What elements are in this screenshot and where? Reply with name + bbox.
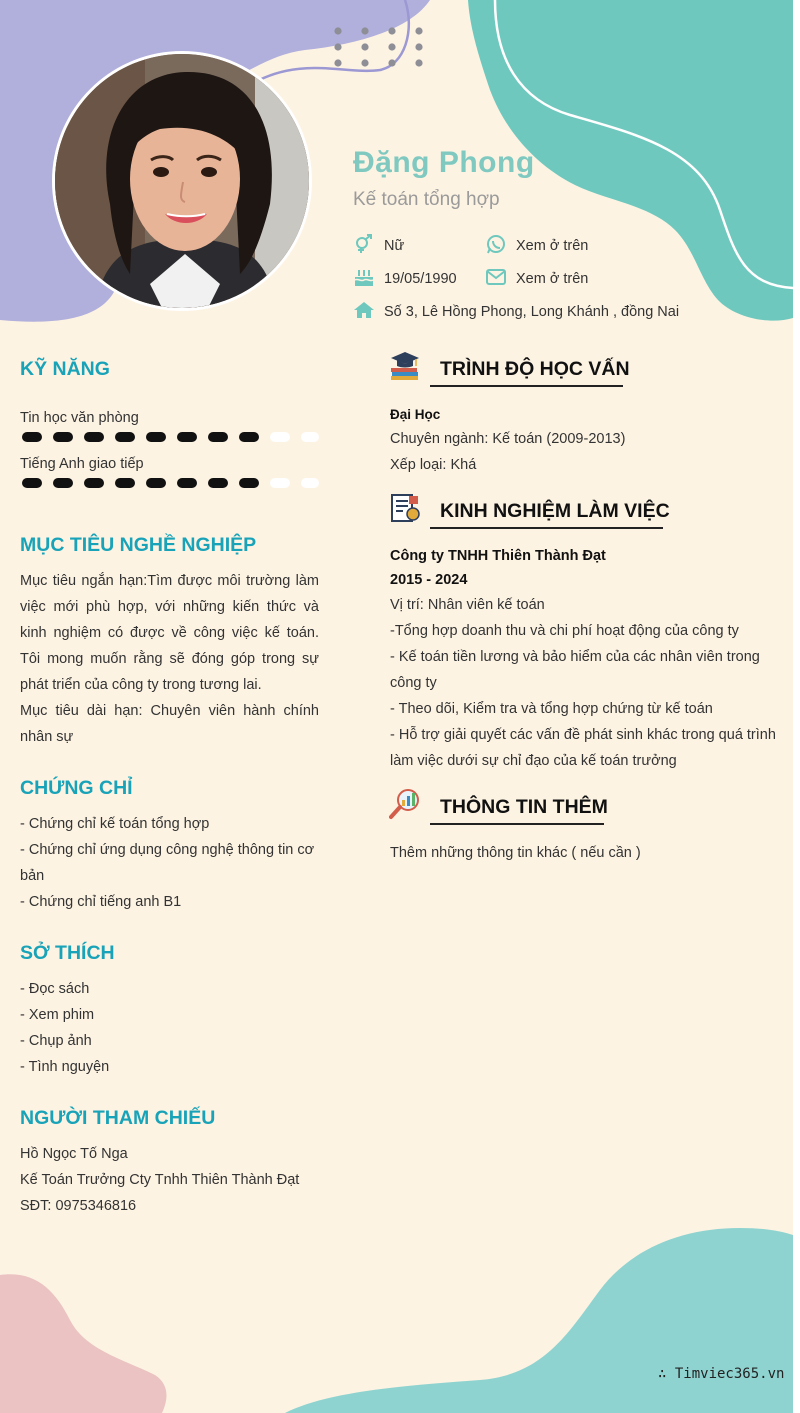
skill-level-bar	[20, 430, 320, 444]
experience-line: Vị trí: Nhân viên kế toán	[390, 597, 545, 613]
reference-name: Hồ Ngọc Tố Nga	[20, 1146, 128, 1162]
birthday-text: 19/05/1990	[384, 271, 457, 287]
profile-job-title: Kế toán tổng hợp	[353, 189, 500, 210]
experience-underline	[430, 527, 663, 529]
teal-blob-bottom	[285, 1228, 793, 1413]
whatsapp-icon	[485, 234, 507, 254]
education-major: Chuyên ngành: Kế toán (2009-2013)	[390, 431, 626, 447]
skill-label: Tiếng Anh giao tiếp	[20, 456, 144, 472]
pink-blob	[0, 1274, 166, 1413]
profile-name: Đặng Phong	[353, 146, 535, 179]
graduation-books-icon	[389, 350, 421, 382]
skills-heading: KỸ NĂNG	[20, 358, 110, 380]
objective-long-term: Mục tiêu dài hạn: Chuyên viên hành chính nhân sự	[20, 703, 319, 745]
additional-underline	[430, 823, 604, 825]
home-icon	[353, 300, 375, 320]
certificate-item: - Chứng chỉ kế toán tổng hợp	[20, 816, 210, 832]
experience-heading: KINH NGHIỆM LÀM VIỆC	[440, 500, 670, 522]
email-text: Xem ở trên	[516, 271, 589, 287]
work-document-icon	[389, 492, 421, 524]
references-heading: NGƯỜI THAM CHIẾU	[20, 1107, 216, 1129]
experience-line: -Tổng hợp doanh thu và chi phí hoạt động của công ty	[390, 623, 739, 639]
hobby-item: - Đọc sách	[20, 981, 90, 997]
hobby-item: - Tình nguyện	[20, 1059, 110, 1075]
email-icon	[485, 267, 507, 287]
certificate-item: - Chứng chỉ tiếng anh B1	[20, 894, 182, 910]
hobby-item: - Xem phim	[20, 1007, 95, 1023]
objective-short-term: Mục tiêu ngắn hạn:Tìm được môi trường làm việc mới phù hợp, với những kiến thức và kinh nghiệm có được về công việc kế toán. Tôi mong muốn rằng sẽ đóng góp trong sự phát triển của công ty trong tương lai.	[20, 573, 319, 693]
reference-position: Kế Toán Trưởng Cty Tnhh Thiên Thành Đạt	[20, 1172, 300, 1188]
hobby-item: - Chụp ảnh	[20, 1033, 92, 1049]
profile-photo	[52, 51, 312, 311]
reference-phone: SĐT: 0975346816	[20, 1198, 137, 1214]
skill-level-bar	[20, 476, 320, 490]
experience-line: - Kế toán tiền lương và bảo hiểm của các nhân viên trong công ty	[390, 649, 760, 691]
experience-period: 2015 - 2024	[390, 572, 468, 588]
magnifier-chart-icon	[389, 788, 421, 820]
gender-icon	[353, 234, 375, 254]
objective-heading: MỤC TIÊU NGHỀ NGHIỆP	[20, 534, 257, 556]
hobbies-heading: SỞ THÍCH	[20, 942, 115, 964]
additional-text: Thêm những thông tin khác ( nếu cần )	[390, 845, 641, 861]
gender-text: Nữ	[384, 238, 405, 254]
experience-line: - Theo dõi, Kiểm tra và tổng hợp chứng từ kế toán	[390, 701, 713, 717]
education-grade: Xếp loại: Khá	[390, 457, 477, 473]
brand-watermark: ∴ Timviec365.vn	[658, 1366, 785, 1382]
education-heading: TRÌNH ĐỘ HỌC VẤN	[440, 358, 630, 380]
certificates-heading: CHỨNG CHỈ	[20, 777, 133, 799]
phone-text: Xem ở trên	[516, 238, 589, 254]
additional-heading: THÔNG TIN THÊM	[440, 796, 608, 818]
birthday-cake-icon	[353, 267, 375, 287]
certificate-item: - Chứng chỉ ứng dụng công nghệ thông tin cơ bản	[20, 842, 315, 884]
education-school: Đại Học	[390, 407, 441, 422]
address-text: Số 3, Lê Hồng Phong, Long Khánh , đồng Nai	[384, 304, 680, 320]
experience-company: Công ty TNHH Thiên Thành Đạt	[390, 548, 606, 564]
experience-line: - Hỗ trợ giải quyết các vấn đề phát sinh khác trong quá trình làm việc dưới sự chỉ đạo của kế toán trưởng	[390, 727, 776, 769]
education-underline	[430, 385, 623, 387]
skill-label: Tin học văn phòng	[20, 410, 139, 426]
